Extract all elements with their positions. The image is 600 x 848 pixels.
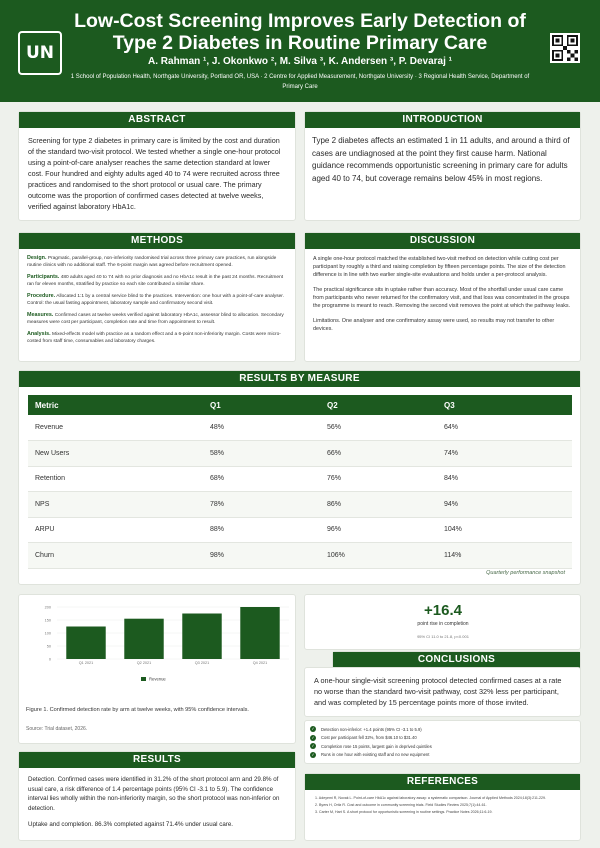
discussion-paragraph: A single one-hour protocol matched the established two-visit method on detection while cutting cost per participant by roughly a third and raising completion by fifteen percentage points. The size of the detection difference is in line with two earlier single-site evaluations and holds under a per-protocol analysis.	[313, 256, 566, 278]
y-tick-label: 50	[46, 644, 51, 649]
results-card	[18, 751, 296, 841]
check-icon: ✓	[311, 743, 315, 749]
chart-bar	[66, 627, 105, 660]
discussion-paragraph: Limitations. One analyser and one confirmatory assay were used, so results may not transfer to other devices.	[313, 318, 555, 332]
y-tick-label: 200	[44, 605, 51, 610]
results-body	[19, 768, 295, 837]
table-row: New Users 58% 66% 74%	[28, 441, 572, 467]
table-header-row	[28, 395, 572, 415]
introduction-card	[304, 111, 581, 221]
bar-chart	[27, 601, 297, 691]
highlight-ci: 95% CI 11.0 to 21.8, p<0.001	[417, 634, 469, 639]
chart-bar	[124, 619, 163, 659]
discussion-body	[305, 249, 580, 346]
poster-title: Low-Cost Screening Improves Early Detection of Type 2 Diabetes in Routine Primary Care	[74, 10, 526, 54]
finding-item: ✓ Cost per participant fell 32%, from $46.10 to $31.40	[311, 734, 417, 741]
figure-card	[18, 594, 296, 744]
x-tick-label: Q4 2021	[252, 661, 268, 665]
column-header: Metric	[28, 395, 203, 415]
abstract-heading: ABSTRACT	[19, 112, 295, 128]
qr-code-icon[interactable]	[550, 33, 580, 63]
methods-item: Participants. 480 adults aged 40 to 74 with no prior diagnosis and no HbA1c result in the past 24 months. Recruitment ran for eleven months, stratified by practice so each site contributed a similar share.	[27, 274, 284, 287]
results-heading: RESULTS	[19, 752, 295, 768]
author-list: A. Rahman ¹, J. Okonkwo ², M. Silva ³, K. Andersen ³, P. Devaraj ¹	[148, 56, 452, 67]
results-paragraph: Uptake and completion. 86.3% completed against 71.4% under usual care.	[28, 821, 234, 828]
affiliations: 1 School of Population Health, Northgate University, Portland OR, USA · 2 Centre for Applied Measurement, Northgate University · 3 Regional Health Service, Department of Primary Care	[70, 74, 530, 90]
table-footnote: Quarterly performance snapshot	[486, 570, 565, 576]
table-row: ARPU 88% 96% 104%	[28, 517, 572, 543]
discussion-paragraph: The practical significance sits in uptake rather than accuracy. Most of the shortfall under usual care came from participants who never returned for the confirmatory visit, and that loss was concentrated in the groups the programme is meant to reach. Removing the second visit removes the point at which the pathway leaks.	[313, 287, 571, 309]
key-findings-list	[310, 725, 580, 759]
check-icon: ✓	[311, 734, 315, 740]
methods-item: Measures. Confirmed cases at twelve weeks verified against laboratory HbA1c, assessor blind to allocation. Secondary measures were cost per participant, completion rate and time from appointment to result.	[27, 312, 284, 325]
introduction-text: Type 2 diabetes affects an estimated 1 in 11 adults, and around a third of cases are undiagnosed at the point they first cause harm. National guidance recommends opportunistic screening in primary care for adults aged 40 to 74, but coverage remains below 45% in most regions.	[312, 136, 570, 183]
conclusions-text: A one-hour single-visit screening protocol detected confirmed cases at a rate no worse than the standard two-visit pathway, cost 32% less per participant, and was completed by 15 percentage points more of those invited.	[314, 676, 562, 707]
x-tick-label: Q3 2021	[194, 661, 210, 665]
check-icon: ✓	[311, 751, 315, 757]
poster-header	[0, 0, 600, 102]
reference-item: 2. Byers H, Ortiz R. Cost and outcome in community screening trials. Field Studies Review 2025;7(1):44-61.	[315, 803, 487, 807]
methods-body	[19, 249, 295, 356]
finding-item: ✓ Completion rose 15 points, largest gain in deprived quintiles	[311, 743, 432, 749]
references-heading: REFERENCES	[305, 774, 580, 790]
methods-item: Analysis. Mixed-effects model with practice as a random effect and a 6-point non-inferiority margin. Costs were micro-costed from staff time, consumables and laboratory charges.	[27, 331, 281, 344]
methods-heading: METHODS	[19, 233, 295, 249]
results-table	[28, 395, 572, 569]
y-tick-label: 0	[48, 657, 51, 662]
column-header: Q3	[437, 395, 572, 415]
reference-item: 1. Adeyemi R, Novak L. Point-of-care HbA1c against laboratory assay: a systematic comparison. Journal of Applied Methods 2024;18(3):211-229.	[315, 796, 547, 800]
references-card	[304, 773, 581, 841]
x-tick-label: Q2 2021	[136, 661, 152, 665]
conclusions-heading: CONCLUSIONS	[333, 652, 580, 668]
y-tick-label: 100	[44, 631, 51, 636]
figure-source: Source: Trial dataset, 2026.	[26, 726, 88, 732]
column-header: Q1	[203, 395, 320, 415]
highlight-label: point rise in completion	[417, 621, 469, 627]
conclusions-text-card	[304, 667, 581, 717]
abstract-card	[18, 111, 296, 221]
table-row: NPS 78% 86% 94%	[28, 492, 572, 518]
legend-label: Revenue	[149, 676, 166, 682]
discussion-heading: DISCUSSION	[305, 233, 580, 249]
check-icon: ✓	[311, 726, 315, 732]
abstract-text: Screening for type 2 diabetes in primary care is limited by the cost and duration of the standard two-visit protocol. We tested whether a single one-hour protocol using a point-of-care analyser reaches the same detection standard at lower cost. Four hundred and eighty adults aged 40 to 74 were recruited across three practices and randomised to the short protocol or usual care. The primary outcome was the proportion of confirmed cases detected at twelve weeks, verified against laboratory HbA1c.	[28, 136, 281, 211]
table-row: Revenue 48% 56% 64%	[28, 415, 572, 441]
finding-item: ✓ Detection non-inferior: +1.4 points (95% CI -3.1 to 5.9)	[311, 726, 422, 732]
legend-swatch	[141, 677, 146, 681]
x-tick-label: Q1 2021	[78, 661, 94, 665]
table-row: Churn 98% 106% 114%	[28, 543, 572, 569]
y-tick-label: 150	[44, 618, 51, 623]
chart-bar	[182, 614, 221, 660]
methods-item: Procedure. Allocated 1:1 by a central service blind to the practices. Intervention: one hour with a point-of-care analyser. Control: the usual fasting appointment, laboratory sample and confirmatory second visit.	[27, 293, 284, 306]
highlight-value: +16.4	[424, 602, 462, 619]
finding-item: ✓ Runs in one hour with existing staff and no new equipment	[311, 751, 430, 758]
reference-list	[305, 790, 580, 821]
table-row: Retention 68% 76% 84%	[28, 466, 572, 492]
results-measure-heading: RESULTS BY MEASURE	[19, 371, 580, 387]
chart-bar	[240, 607, 279, 659]
discussion-card	[304, 232, 581, 362]
results-paragraph: Detection. Confirmed cases were identified in 31.2% of the short protocol arm and 29.8% of usual care, a risk difference of 1.4 percentage points (95% CI -3.1 to 5.9). The confidence interval lies wholly within the non-inferiority margin, so the short protocol was non-inferior on detection.	[28, 776, 280, 812]
methods-item: Design. Pragmatic, parallel-group, non-inferiority randomised trial across three primary care practices, run alongside routine clinics with no additional staff. The 6-point margin was agreed before recruitment opened.	[27, 255, 277, 268]
reference-item: 3. Carter M, Hart S. A short protocol for opportunistic screening in routine settings. Practice Notes 2026;11:6-19.	[315, 810, 493, 814]
introduction-heading: INTRODUCTION	[305, 112, 580, 128]
university-logo: UN	[18, 31, 62, 75]
figure-caption: Figure 1. Confirmed detection rate by arm at twelve weeks, with 95% confidence intervals.	[26, 707, 249, 713]
methods-card	[18, 232, 296, 362]
column-header: Q2	[320, 395, 437, 415]
